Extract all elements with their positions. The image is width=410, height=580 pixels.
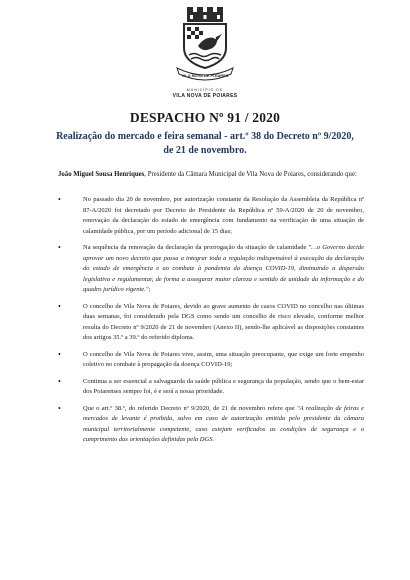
bullet-icon: • — [58, 403, 61, 413]
list-item — [58, 350, 364, 371]
list-item-quote: "…o Governo decide aprovar um novo decreto que passa a integrar toda a regulação indispensável à execução da declaração do estado de emergência e ao combate à pandemia da doença COVID-19, diminuindo a dispersão legislativa e regulamentar, de forma a assegurar maior clareza e sentido de unidade da informação e do quadro jurídico vigente." — [83, 244, 364, 293]
bullet-icon: • — [58, 195, 61, 204]
municipal-crest-logo — [174, 4, 236, 84]
list-item-text: No passado dia 20 de novembro, por autorização constante da Resolução da Assembleia da República nº 87-A/2020 foi decretado por Decreto do Presidente da República nº 59-A/2020 de 20 de novembro, renovação da declaração do estado de emergência com fundamento na verificação de uma situação de calamidade pública, por um período adicional de 15 dias; — [83, 196, 364, 235]
intro-paragraph — [58, 170, 363, 180]
municipality-label: MUNICÍPIO DE — [186, 88, 224, 92]
list-item-text: Continua a ser essencial a salvaguarda da saúde pública e segurança da população, sendo que o bem-estar dos Poiarenses sempre foi, é e será a nossa prioridade. — [83, 377, 364, 395]
list-item-quote: "A realização de feiras e mercados de levante é proibida, salvo em caso de autorização emitida pelo presidente da câmara municipal territorialmente competente, caso estejam verificados as condições de segurança e o cumprimento das orientações definidas pela DGS. — [83, 404, 364, 443]
considerations-list — [58, 195, 364, 452]
list-item-text: Que o art.º 38.º, do referido Decreto nº 9/2020, de 21 de novembro refere que — [83, 404, 297, 412]
list-item-tail: ; — [148, 286, 151, 293]
president-name: João Miguel Sousa Henriques — [58, 171, 145, 178]
list-item — [58, 195, 364, 237]
list-item-text: O concelho de Vila Nova de Poiares vive, assim, uma situação preocupante, que exige um forte empenho coletivo no combate à propagação da doença COVID-19; — [83, 350, 364, 368]
bullet-icon: • — [58, 243, 61, 252]
intro-text: , Presidente da Câmara Municipal de Vila Nova de Poiares, considerando que: — [144, 171, 357, 178]
bullet-icon: • — [58, 301, 61, 311]
list-item — [58, 404, 364, 446]
municipality-name: VILA NOVA DE POIARES — [172, 93, 238, 99]
bullet-icon: • — [58, 349, 61, 359]
list-item-text: Na sequência da renovação da declaração da prorrogação da situação de calamidade — [83, 244, 309, 251]
document-title: DESPACHO Nº 91 / 2020 — [129, 110, 281, 125]
crest-motto: VILA NOVA DE POIARES — [181, 73, 229, 78]
document-subtitle: Realização do mercado e feira semanal - art.º 38 do Decreto nº 9/2020, de 21 de novembro. — [56, 131, 354, 156]
list-item-text: O concelho de Vila Nova de Poiares, devido ao grave aumento de casos COVID no concelho nas últimas duas semanas, foi considerado pela DGS como sendo um concelho de risco elevado, conforme melhor resulta do Decreto nº 9/2020 de 21 de novembro (Anexo II), sendo-lhe aplicável as disposições constantes dos artigos 35.º a 39.º do referido diploma. — [83, 302, 364, 341]
list-item — [58, 377, 364, 398]
list-item — [58, 243, 364, 296]
bullet-icon: • — [58, 376, 61, 386]
list-item — [58, 302, 364, 344]
